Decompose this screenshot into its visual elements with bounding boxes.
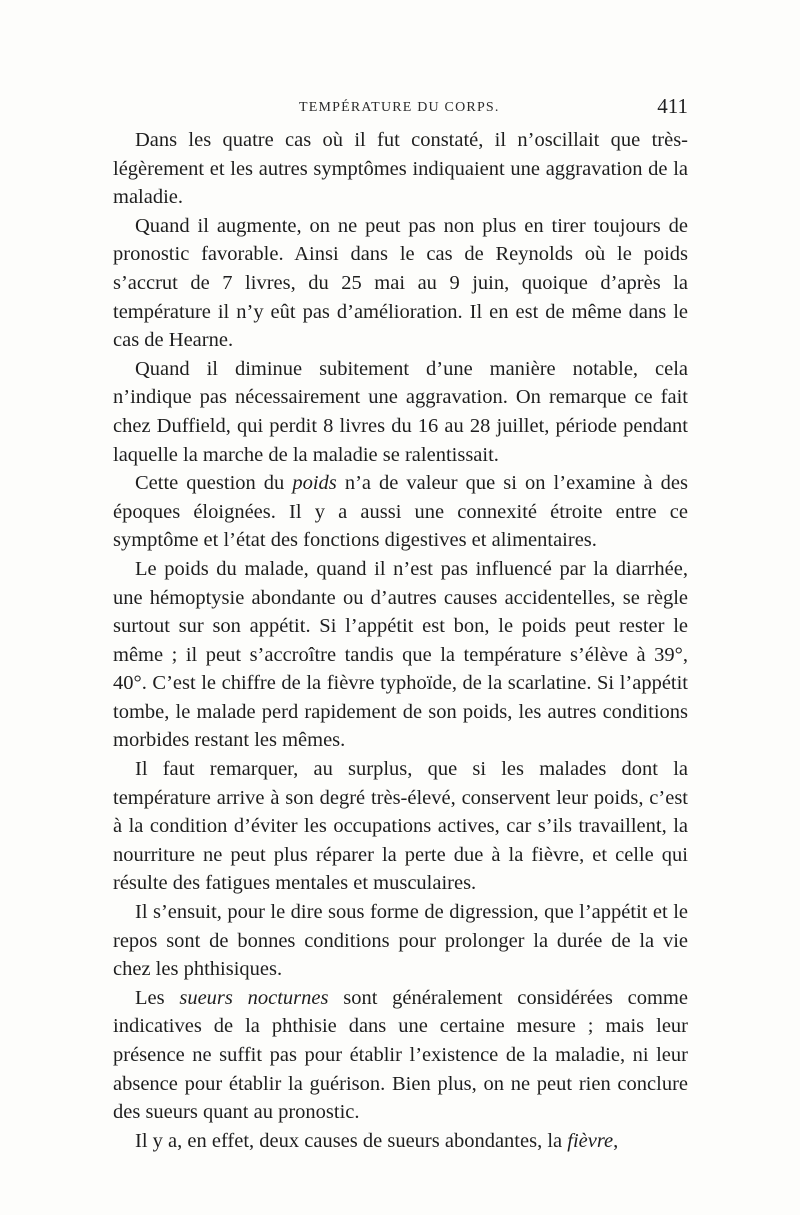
page-number: 411 [657, 94, 688, 118]
page-header [113, 96, 688, 122]
paragraph-7 [113, 898, 688, 984]
text-segment: Dans les quatre cas où il fut constaté, il n’oscillait que très-légèrement et les autres symptômes indiquaient une aggravation de la maladie. [113, 129, 688, 209]
text-segment: Il y a, en effet, deux causes de sueurs abondantes, la [135, 1129, 568, 1152]
paragraph-1 [113, 126, 688, 212]
paragraph-6 [113, 755, 688, 898]
text-segment: Il faut remarquer, au surplus, que si les malades dont la température arrive à son degré très-élevé, conservent leur poids, c’est à la condition d’éviter les occupations actives, car s’ils travaillent, la nourriture ne peut plus réparer la perte due à la fièvre, et celle qui résulte des fatigues mentales et musculaires. [113, 758, 688, 895]
paragraph-2 [113, 212, 688, 355]
paragraph-9 [113, 1127, 688, 1156]
text-segment: Quand il augmente, on ne peut pas non plus en tirer toujours de pronostic favorable. Ainsi dans le cas de Reynolds où le poids s’accrut de 7 livres, du 25 mai au 9 juin, quoique d’après la température il n’y eût pas d’amélioration. Il en est de même dans le cas de Hearne. [113, 214, 688, 352]
text-segment: n’a de valeur que si on l’examine à des époques éloignées. Il y a aussi une connexité étroite entre ce symptôme et l’état des fonctions digestives et alimentaires. [113, 472, 688, 552]
italic-term-sueurs-nocturnes: sueurs nocturnes [179, 986, 329, 1009]
text-segment: Il s’ensuit, pour le dire sous forme de digression, que l’appétit et le repos sont de bonnes conditions pour prolonger la durée de la vie chez les phthisiques. [113, 901, 688, 981]
italic-term-poids: poids [292, 472, 337, 495]
running-title: TEMPÉRATURE DU CORPS. [299, 100, 500, 115]
paragraph-8 [113, 984, 688, 1127]
body-text [113, 126, 688, 1155]
text-segment: Le poids du malade, quand il n’est pas influencé par la diarrhée, une hémoptysie abondante ou d’autres causes accidentelles, se règle surtout sur son appétit. Si l’appétit est bon, le poids peut rester le même ; il peut s’accroître tandis que la température s’élève à 39°, 40°. C’est le chiffre de la fièvre typhoïde, de la scarlatine. Si l’appétit tombe, le malade perd rapidement de son poids, les autres conditions morbides restant les mêmes. [113, 557, 688, 752]
paragraph-4 [113, 469, 688, 555]
paragraph-3 [113, 355, 688, 469]
text-segment: Quand il diminue subitement d’une manière notable, cela n’indique pas nécessairement une aggravation. On remarque ce fait chez Duffield, qui perdit 8 livres du 16 au 28 juillet, période pendant laquelle la marche de la maladie se ralentissait. [113, 357, 688, 466]
text-segment: sont généralement considérées comme indicatives de la phthisie dans une certaine mesure ; mais leur présence ne suffit pas pour établir l’existence de la maladie, ni leur absence pour établir la guérison. Bien plus, on ne peut rien conclure des sueurs quant au pronostic. [113, 986, 688, 1124]
paragraph-5 [113, 555, 688, 755]
italic-term-fievre: fièvre [567, 1129, 614, 1152]
text-segment: Les [135, 986, 180, 1009]
text-segment: , [613, 1129, 619, 1152]
text-segment: Cette question du [135, 472, 293, 495]
